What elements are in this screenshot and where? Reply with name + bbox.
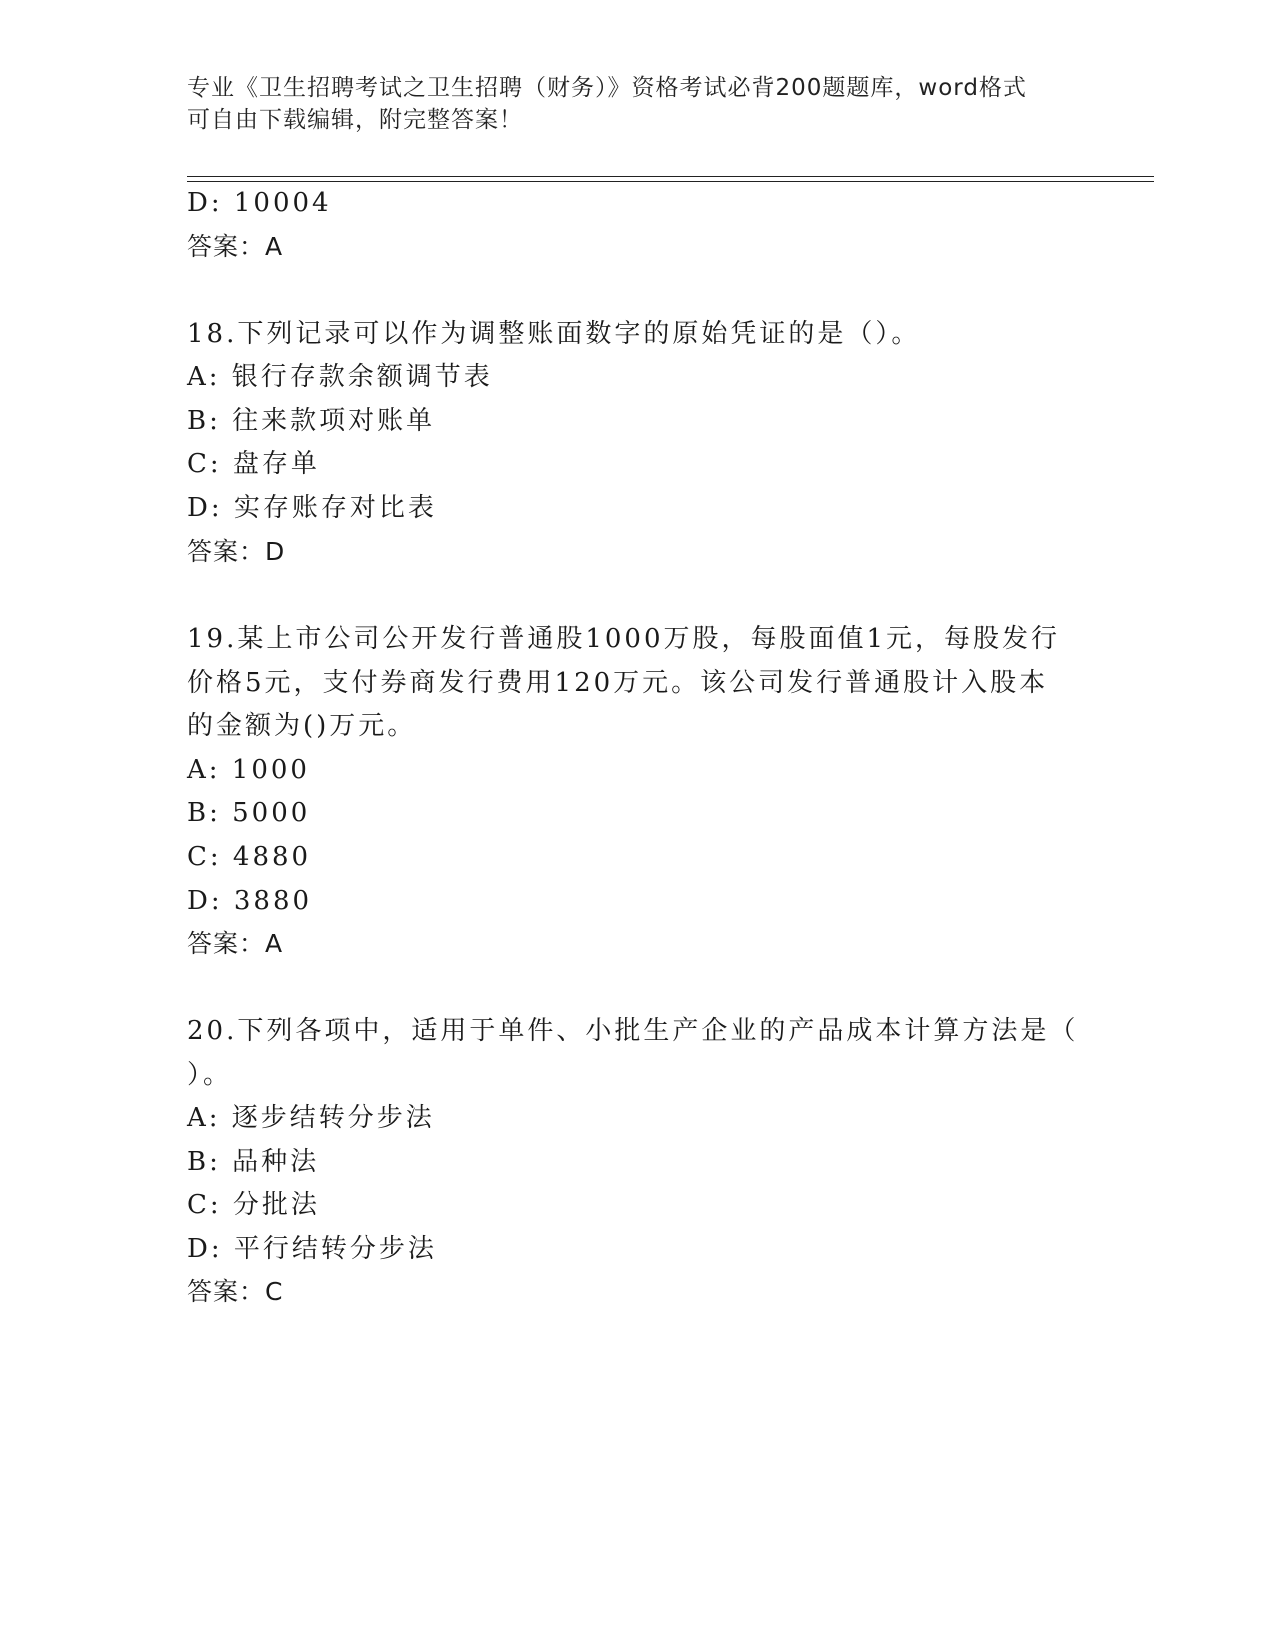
header-rule-top bbox=[187, 176, 1154, 177]
q20-option-b: B: 品种法 bbox=[187, 1147, 320, 1177]
q19-option-c: C: 4880 bbox=[187, 842, 312, 872]
q18-answer: 答案：D bbox=[187, 537, 286, 566]
header-rule-bottom bbox=[187, 181, 1154, 182]
document-header bbox=[187, 72, 1067, 136]
q18-stem: 18.下列记录可以作为调整账面数字的原始凭证的是（）。 bbox=[187, 319, 921, 349]
q20-option-d: D: 平行结转分步法 bbox=[187, 1234, 437, 1264]
header-title-line-1: 专业《卫生招聘考试之卫生招聘（财务）》资格考试必背200题题库，word格式 bbox=[187, 75, 1027, 101]
q20-answer: 答案：C bbox=[187, 1277, 284, 1306]
q20-option-a: A: 逐步结转分步法 bbox=[187, 1103, 435, 1133]
prev-option-d: D: 10004 bbox=[187, 188, 332, 218]
q19-stem-line-1: 19.某上市公司公开发行普通股1000万股，每股面值1元，每股发行 bbox=[187, 624, 1061, 654]
q18-option-a: A: 银行存款余额调节表 bbox=[187, 362, 493, 392]
q19-option-d: D: 3880 bbox=[187, 886, 313, 916]
q18-option-b: B: 往来款项对账单 bbox=[187, 406, 436, 436]
q20-stem-line-2: ）。 bbox=[187, 1060, 233, 1090]
q20-option-c: C: 分批法 bbox=[187, 1190, 320, 1220]
q20-stem-line-1: 20.下列各项中，适用于单件、小批生产企业的产品成本计算方法是（ bbox=[187, 1016, 1079, 1046]
q18-option-d: D: 实存账存对比表 bbox=[187, 493, 437, 523]
q19-answer: 答案：A bbox=[187, 929, 284, 958]
q19-stem-line-3: 的金额为()万元。 bbox=[187, 711, 417, 741]
q19-stem-line-2: 价格5元，支付券商发行费用120万元。该公司发行普通股计入股本 bbox=[187, 668, 1049, 698]
q18-option-c: C: 盘存单 bbox=[187, 449, 320, 479]
prev-answer: 答案：A bbox=[187, 232, 284, 261]
q19-option-a: A: 1000 bbox=[187, 755, 310, 785]
q19-option-b: B: 5000 bbox=[187, 798, 311, 828]
header-title-line-2: 可自由下载编辑，附完整答案！ bbox=[187, 107, 523, 133]
